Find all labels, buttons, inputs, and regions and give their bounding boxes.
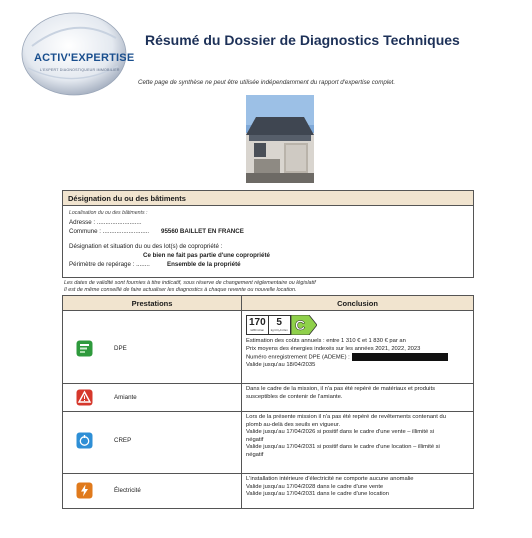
- copro-value: Ce bien ne fait pas partie d'une copropriété: [143, 252, 270, 259]
- crep-line-2: plomb au-delà des seuils en vigueur.: [246, 421, 341, 428]
- crep-icon: [76, 432, 93, 449]
- conclusion-dpe: [242, 311, 473, 383]
- amiante-line-1: Dans le cadre de la mission, il n'a pas été repéré de matériaux et produits: [246, 386, 435, 392]
- table-row-electricite: [63, 474, 473, 508]
- energy-value: 170: [249, 317, 266, 328]
- col-conclusion: Conclusion: [337, 299, 378, 308]
- table-row-crep: [63, 412, 473, 474]
- dpe-line-2: Prix moyens des énergies indexés sur les années 2021, 2022, 2023: [246, 345, 421, 352]
- elec-line-1: L'installation intérieure d'électricité ne comporte aucune anomalie: [246, 476, 414, 482]
- table-row-amiante: [63, 384, 473, 412]
- ges-unit: kg CO₂/m²/an: [270, 328, 288, 332]
- col-prestations: Prestations: [63, 296, 242, 310]
- dpe-line-3: Numéro enregistrement DPE (ADEME) :: [246, 354, 350, 361]
- row-name-crep: CREP: [114, 437, 132, 444]
- amiante-line-2: susceptibles de contenir de l'amiante.: [246, 393, 343, 400]
- crep-line-3: Valide jusqu'au 17/04/2026 si positif dans le cadre d'une vente – illimité si: [246, 429, 435, 436]
- table-row-dpe: [63, 311, 473, 384]
- redacted-block: [352, 353, 448, 361]
- designation-heading: Désignation du ou des bâtiments: [63, 191, 473, 206]
- crep-line-4: négatif: [246, 436, 264, 443]
- dpe-line-4: Valide jusqu'au 18/04/2035: [246, 362, 316, 369]
- dpe-label-box: [246, 315, 469, 335]
- conclusion-electricite: [242, 474, 473, 508]
- table-header: [63, 296, 473, 311]
- copro-label: Désignation et situation du ou des lot(s) de copropriété :: [69, 243, 223, 250]
- house-photo: [246, 95, 314, 183]
- commune-value: 95560 BAILLET EN FRANCE: [161, 228, 244, 235]
- ges-emission: [269, 315, 291, 335]
- activ-expertise-logo: [14, 8, 136, 98]
- commune-label: Commune : ...........................: [69, 228, 150, 235]
- energy-unit: kWh/m²/an: [250, 328, 265, 332]
- energy-consumption: [246, 315, 269, 335]
- elec-line-3: Valide jusqu'au 17/04/2031 dans le cadre d'une location: [246, 491, 389, 498]
- crep-line-1: Lors de la présente mission il n'a pas été repéré de revêtements contenant du: [246, 414, 446, 420]
- diagnostics-table: [62, 295, 474, 509]
- page-title: Résumé du Dossier de Diagnostics Techniques: [145, 32, 460, 48]
- crep-line-5: Valide jusqu'au 17/04/2031 si positif dans le cadre d'une location – illimité si: [246, 444, 440, 451]
- logo-name: ACTIV'EXPERTISE: [34, 52, 135, 64]
- elec-line-2: Valide jusqu'au 17/04/2028 dans le cadre d'une vente: [246, 483, 384, 490]
- ges-value: 5: [276, 317, 282, 328]
- dpe-class-badge: [291, 315, 317, 335]
- electricite-icon: [76, 482, 93, 499]
- dpe-class-letter: C: [294, 317, 305, 333]
- validity-note: Les dates de validité sont fournies à titre indicatif, sous réserve de changement réglementaire ou législatif: [64, 280, 316, 286]
- row-name-electricite: Électricité: [114, 487, 141, 494]
- dpe-line-1: Estimation des coûts annuels : entre 1 310 € et 1 830 € par an: [246, 338, 406, 344]
- conclusion-amiante: [242, 384, 473, 411]
- page-subtitle: Cette page de synthèse ne peut être utilisée indépendamment du rapport d'expertise complet.: [138, 79, 396, 86]
- localisation-label: Localisation du ou des bâtiments :: [69, 210, 148, 216]
- perimetre-label: Périmètre de repérage : ........: [69, 261, 150, 268]
- row-name-amiante: Amiante: [114, 394, 137, 401]
- crep-line-6: négatif: [246, 451, 264, 458]
- adresse-label: Adresse : ..........................: [69, 219, 142, 226]
- row-name-dpe: DPE: [114, 345, 127, 352]
- amiante-icon: [76, 389, 93, 406]
- logo-tagline: L'EXPERT DIAGNOSTIQUEUR IMMOBILIER: [40, 68, 120, 72]
- update-note: Il est de même conseillé de faire actualiser les diagnostics à chaque revente ou nouvelle location.: [64, 287, 297, 293]
- dpe-icon: [76, 340, 93, 357]
- designation-box: [62, 190, 474, 278]
- conclusion-crep: [242, 412, 473, 473]
- perimetre-value: Ensemble de la propriété: [167, 261, 241, 268]
